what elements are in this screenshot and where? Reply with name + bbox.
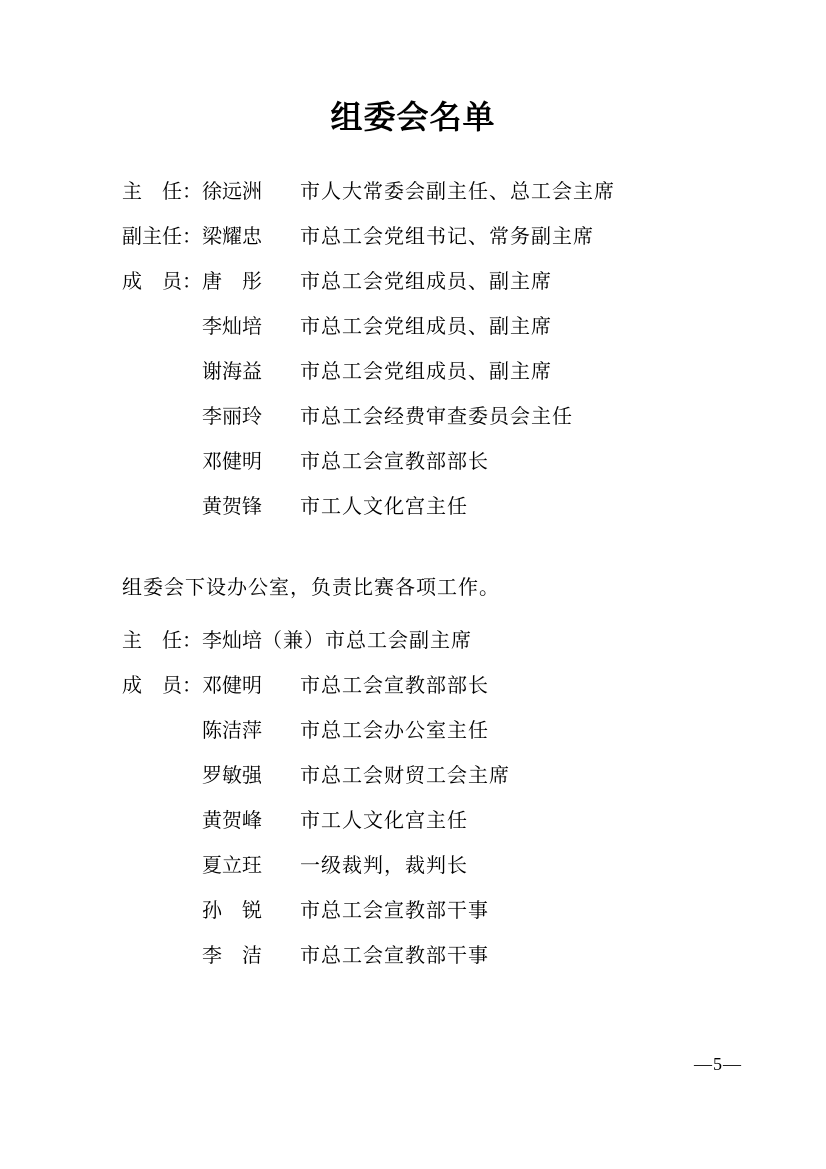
committee-member-list	[122, 170, 762, 530]
member-title: 市总工会宣教部干事	[300, 900, 489, 922]
member-row	[122, 395, 762, 440]
member-name: 梁耀忠	[202, 226, 262, 248]
member-name: 李丽玲	[202, 406, 262, 428]
role-label: 成 员：	[122, 675, 202, 697]
member-row	[122, 709, 762, 754]
member-name: 黄贺锋	[202, 496, 262, 518]
member-row	[122, 260, 762, 305]
member-row	[122, 889, 762, 934]
member-title: 市总工会经费审查委员会主任	[300, 406, 573, 428]
member-name: 徐远洲	[202, 181, 262, 203]
office-note-paragraph: 组委会下设办公室，负责比赛各项工作。	[122, 577, 500, 599]
member-row	[122, 215, 762, 260]
member-name: 夏立玨	[202, 855, 262, 877]
member-name: 邓健明	[202, 675, 262, 697]
member-row	[122, 619, 762, 664]
member-name: 谢海益	[202, 361, 262, 383]
office-member-list	[122, 619, 762, 979]
member-name: 黄贺峰	[202, 810, 262, 832]
member-title: 市工人文化宫主任	[300, 810, 468, 832]
member-row	[122, 754, 762, 799]
member-title: 市总工会办公室主任	[300, 720, 489, 742]
member-title: 市总工会党组成员、副主席	[300, 271, 552, 293]
member-row	[122, 934, 762, 979]
member-title: 市总工会宣教部干事	[300, 945, 489, 967]
member-name: 李灿培	[202, 316, 262, 338]
member-name: 邓健明	[202, 451, 262, 473]
member-row	[122, 170, 762, 215]
member-name: 孙 锐	[202, 900, 262, 922]
role-label: 主 任：	[122, 181, 202, 203]
document-title: 组委会名单	[330, 99, 496, 135]
member-row	[122, 799, 762, 844]
member-row	[122, 440, 762, 485]
role-label: 副主任：	[122, 226, 202, 248]
member-title: 市总工会宣教部部长	[300, 451, 489, 473]
member-title: 市总工会党组成员、副主席	[300, 316, 552, 338]
member-row	[122, 485, 762, 530]
role-label: 主 任：	[122, 630, 202, 652]
member-title: 市总工会宣教部部长	[300, 675, 489, 697]
member-name: 李灿培	[202, 630, 262, 652]
member-title: 市总工会党组书记、常务副主席	[300, 226, 594, 248]
member-name: 陈洁萍	[202, 720, 262, 742]
member-row	[122, 305, 762, 350]
member-row	[122, 350, 762, 395]
member-name: 李 洁	[202, 945, 262, 967]
member-title: 市总工会党组成员、副主席	[300, 361, 552, 383]
member-name: 罗敏强	[202, 765, 262, 787]
member-title: 一级裁判，裁判长	[300, 855, 468, 877]
member-title: （兼）市总工会副主席	[262, 630, 472, 652]
member-name: 唐 彤	[202, 271, 262, 293]
member-title: 市人大常委会副主任、总工会主席	[300, 181, 615, 203]
member-title: 市工人文化宫主任	[300, 496, 468, 518]
member-row	[122, 664, 762, 709]
member-title: 市总工会财贸工会主席	[300, 765, 510, 787]
page-number: —5—	[694, 1054, 742, 1074]
role-label: 成 员：	[122, 271, 202, 293]
member-row	[122, 844, 762, 889]
document-body	[122, 170, 762, 979]
